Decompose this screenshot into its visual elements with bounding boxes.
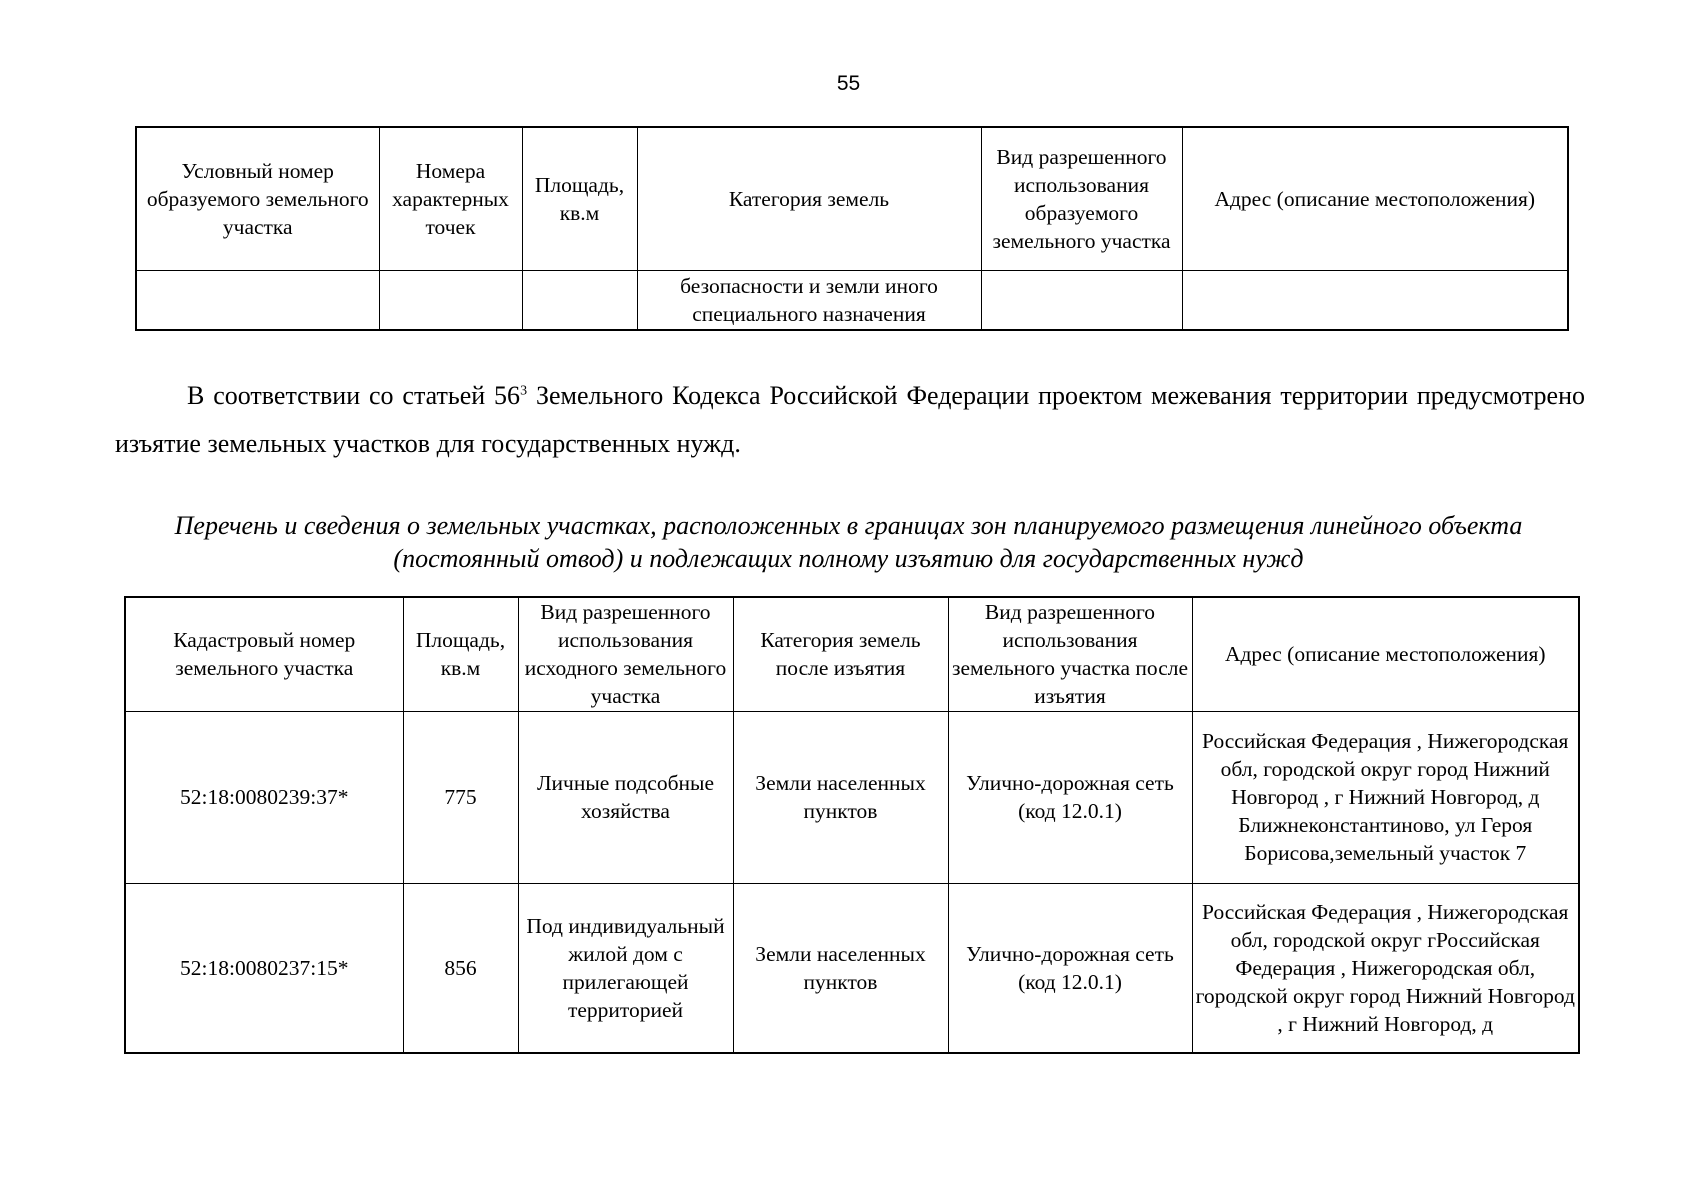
cadastral-number-cell: 52:18:0080239:37* [125,711,403,883]
new-use-cell: Улично-дорожная сеть (код 12.0.1) [948,883,1192,1053]
category-cell: Земли населенных пунктов [733,711,948,883]
table-cell: безопасности и земли иного специального назначения [637,270,981,330]
page-number: 55 [836,72,861,95]
new-use-cell: Улично-дорожная сеть (код 12.0.1) [948,711,1192,883]
column-header-permitted-use-after-seizure: Вид разрешенного использования земельного участка после изъятия [948,597,1192,711]
address-cell: Российская Федерация , Нижегородская обл, городской округ город Нижний Новгород , г Нижний Новгород, д Ближнеконстантиново, ул Героя Борисова,земельный участок 7 [1192,711,1579,883]
table-header-row [125,597,1579,711]
cadastral-number-cell: 52:18:0080237:15* [125,883,403,1053]
original-use-cell: Под индивидуальный жилой дом с прилегающей территорией [518,883,733,1053]
paragraph-text-after: Земельного Кодекса Российской Федерации проектом межевания территории предусмотрено изъятие земельных участков для государственных нужд. [115,381,1585,458]
column-header-area: Площадь, кв.м [403,597,518,711]
column-header-point-numbers: Номера характерных точек [379,127,522,270]
area-cell: 856 [403,883,518,1053]
paragraph-text-before: В соответствии со статьей 56 [187,381,521,410]
column-header-land-category: Категория земель [637,127,981,270]
column-header-category-after-seizure: Категория земель после изъятия [733,597,948,711]
article-superscript: 3 [520,383,528,399]
table-cell [379,270,522,330]
category-cell: Земли населенных пунктов [733,883,948,1053]
column-header-address: Адрес (описание местоположения) [1192,597,1579,711]
continued-land-plots-table [135,126,1569,331]
original-use-cell: Личные подсобные хозяйства [518,711,733,883]
column-header-area: Площадь, кв.м [522,127,637,270]
table-cell [981,270,1182,330]
area-cell: 775 [403,711,518,883]
table-row [136,270,1568,330]
table-cell [522,270,637,330]
column-header-address: Адрес (описание местоположения) [1182,127,1568,270]
table-caption: Перечень и сведения о земельных участках, расположенных в границах зон планируемого размещения линейного объекта (постоянный отвод) и подлежащих полному изъятию для государственных нужд [174,511,1523,573]
table-cell [1182,270,1568,330]
column-header-cadastral-number: Кадастровый номер земельного участка [125,597,403,711]
address-cell: Российская Федерация , Нижегородская обл, городской округ гРоссийская Федерация , Нижегородская обл, городской округ город Нижний Новгород , г Нижний Новгород, д [1192,883,1579,1053]
table-row [125,711,1579,883]
column-header-original-permitted-use: Вид разрешенного использования исходного земельного участка [518,597,733,711]
column-header-permitted-use: Вид разрешенного использования образуемого земельного участка [981,127,1182,270]
column-header-plot-number: Условный номер образуемого земельного участка [136,127,379,270]
table-cell [136,270,379,330]
table-row [125,883,1579,1053]
body-paragraph [115,372,1585,468]
seized-land-plots-table [124,596,1580,1054]
table-header-row [136,127,1568,270]
